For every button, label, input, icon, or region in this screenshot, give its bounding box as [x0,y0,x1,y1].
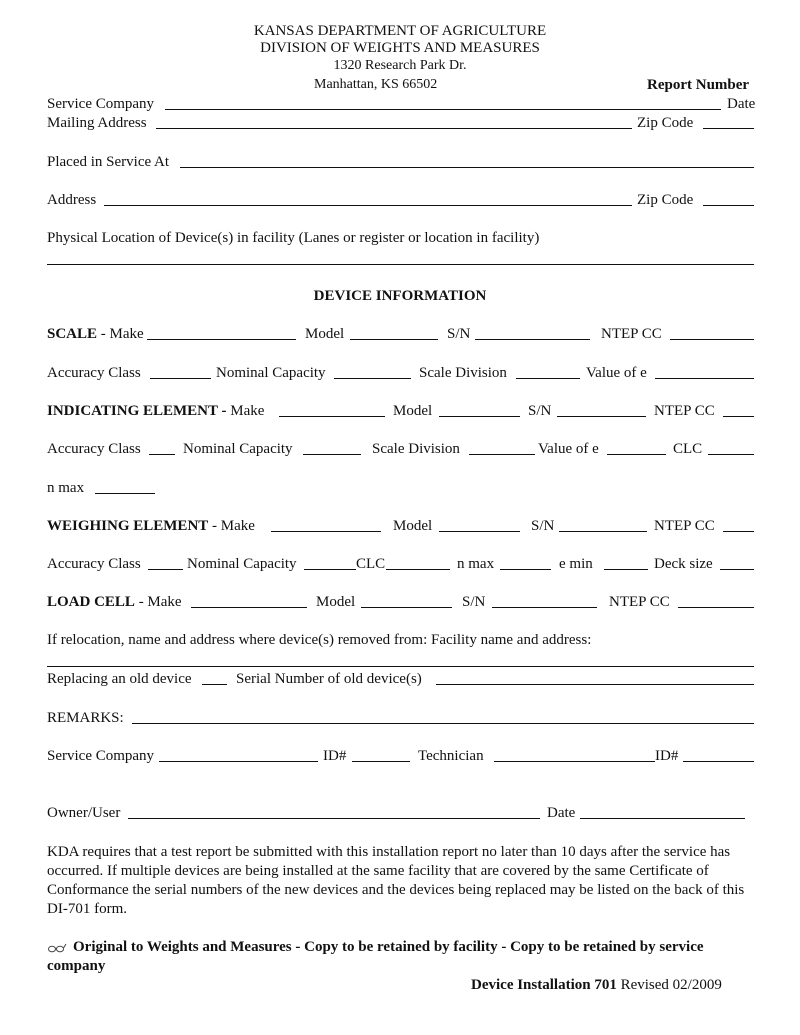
mailing-address-field[interactable] [156,114,632,129]
ntep-label: NTEP CC [609,594,670,610]
physical-location-label: Physical Location of Device(s) in facility (Lanes or register or location in facility) [47,230,540,246]
owner-field[interactable] [128,804,540,819]
weighing-emin-field[interactable] [604,555,648,570]
indicating-model-field[interactable] [439,402,520,417]
old-serial-label: Serial Number of old device(s) [236,671,422,687]
scale-capacity-field[interactable] [334,364,411,379]
distribution-text: Original to Weights and Measures - Copy to be retained by facility - Copy to be retained by service company [47,939,704,974]
division-label: Scale Division [419,365,507,381]
capacity-label: Nominal Capacity [183,441,293,457]
sn-label: S/N [462,594,486,610]
ntep-label: NTEP CC [654,518,715,534]
model-label: Model [393,518,433,534]
indicating-make-field[interactable] [279,402,385,417]
accuracy-label: Accuracy Class [47,556,141,572]
scale-make-field[interactable] [147,325,296,340]
load-cell-model-field[interactable] [361,593,452,608]
weighing-capacity-field[interactable] [304,555,356,570]
weighing-title: WEIGHING ELEMENT [47,518,209,534]
make-label: - Make [97,326,144,342]
deck-size-label: Deck size [654,556,713,572]
company-id-field[interactable] [352,747,410,762]
indicating-capacity-field[interactable] [303,440,361,455]
model-label: Model [305,326,345,342]
sn-label: S/N [447,326,471,342]
weighing-sn-field[interactable] [559,517,647,532]
value-e-label: Value of e [586,365,647,381]
street-address: 1320 Research Park Dr. [333,58,467,73]
indicating-sn-field[interactable] [557,402,646,417]
division-name: DIVISION OF WEIGHTS AND MEASURES [260,40,540,56]
address-field[interactable] [104,191,632,206]
model-label: Model [316,594,356,610]
indicating-accuracy-field[interactable] [149,440,175,455]
weighing-make-field[interactable] [271,517,381,532]
scale-value-e-field[interactable] [655,364,754,379]
remarks-field[interactable] [132,709,754,724]
ntep-label: NTEP CC [654,403,715,419]
signoff-company-field[interactable] [159,747,318,762]
capacity-label: Nominal Capacity [187,556,297,572]
scale-division-field[interactable] [516,364,580,379]
scale-ntep-field[interactable] [670,325,754,340]
division-label: Scale Division [372,441,460,457]
technician-id-field[interactable] [683,747,754,762]
scale-model-field[interactable] [350,325,438,340]
replacing-label: Replacing an old device [47,671,192,687]
owner-date-label: Date [547,805,576,821]
placed-in-service-field[interactable] [180,153,754,168]
service-company-label: Service Company [47,96,155,112]
old-serial-field[interactable] [436,670,754,685]
replacing-field[interactable] [202,670,227,685]
mailing-address-label: Mailing Address [47,115,147,131]
nmax-label: n max [47,480,85,496]
load-cell-ntep-field[interactable] [678,593,754,608]
emin-label: e min [559,556,593,572]
relocation-label: If relocation, name and address where device(s) removed from: Facility name and address: [47,632,592,648]
scale-accuracy-field[interactable] [150,364,211,379]
ntep-label: NTEP CC [601,326,662,342]
city-address: Manhattan, KS 66502 [314,77,438,92]
make-label: - Make [208,518,255,534]
nmax-label: n max [457,556,495,572]
distribution-note [47,938,759,976]
physical-location-field[interactable] [47,264,754,265]
model-label: Model [393,403,433,419]
value-e-label: Value of e [538,441,599,457]
load-cell-make-field[interactable] [191,593,307,608]
relocation-field[interactable] [47,666,754,667]
placed-in-service-label: Placed in Service At [47,154,170,170]
facility-zip-label: Zip Code [637,192,694,208]
make-label: Make [226,403,265,419]
weighing-accuracy-field[interactable] [148,555,183,570]
id-label: ID# [655,748,679,764]
agency-name: KANSAS DEPARTMENT OF AGRICULTURE [253,23,547,39]
technician-field[interactable] [494,747,655,762]
indicating-division-field[interactable] [469,440,535,455]
remarks-label: REMARKS: [47,710,124,726]
id-label: ID# [323,748,347,764]
zip-code-field[interactable] [703,114,754,129]
indicating-value-e-field[interactable] [607,440,666,455]
weighing-ntep-field[interactable] [723,517,754,532]
glasses-icon [47,943,67,953]
sn-label: S/N [528,403,552,419]
scale-title: SCALE [47,326,98,342]
weighing-nmax-field[interactable] [500,555,551,570]
indicating-nmax-field[interactable] [95,479,155,494]
load-cell-sn-field[interactable] [492,593,597,608]
indicating-ntep-field[interactable] [723,402,754,417]
address-label: Address [47,192,97,208]
clc-label: CLC [356,556,386,572]
report-number-label: Report Number [647,77,750,93]
accuracy-label: Accuracy Class [47,441,141,457]
section-title: DEVICE INFORMATION [313,288,487,304]
indicating-clc-field[interactable] [708,440,754,455]
weighing-deck-field[interactable] [720,555,754,570]
owner-date-field[interactable] [580,804,745,819]
form-name: Device Installation 701 [471,977,617,993]
load-cell-title: LOAD CELL [47,594,135,610]
weighing-model-field[interactable] [439,517,520,532]
revision-date: Revised 02/2009 [616,977,722,993]
service-company-field[interactable] [165,95,721,110]
make-label: - Make [134,594,182,610]
notice-text: KDA requires that a test report be submitted with this installation report no later than 10 days after the service has occurred. If multiple devices are being installed at the same facility that are covered by the same Certificate of Conformance the serial numbers of the new devices and the devices being replaced may be listed on the back of this DI-701 form. [47,844,745,917]
zip-code-label: Zip Code [637,115,694,131]
indicating-title: INDICATING ELEMENT - [47,403,227,419]
capacity-label: Nominal Capacity [216,365,326,381]
clc-label: CLC [673,441,703,457]
scale-sn-field[interactable] [475,325,590,340]
facility-zip-field[interactable] [703,191,754,206]
sn-label: S/N [531,518,555,534]
signoff-company-label: Service Company [47,748,155,764]
accuracy-label: Accuracy Class [47,365,141,381]
scale-row [0,325,800,343]
date-label: Date [727,96,756,112]
weighing-clc-field[interactable] [386,555,450,570]
technician-label: Technician [418,748,484,764]
owner-label: Owner/User [47,805,121,821]
